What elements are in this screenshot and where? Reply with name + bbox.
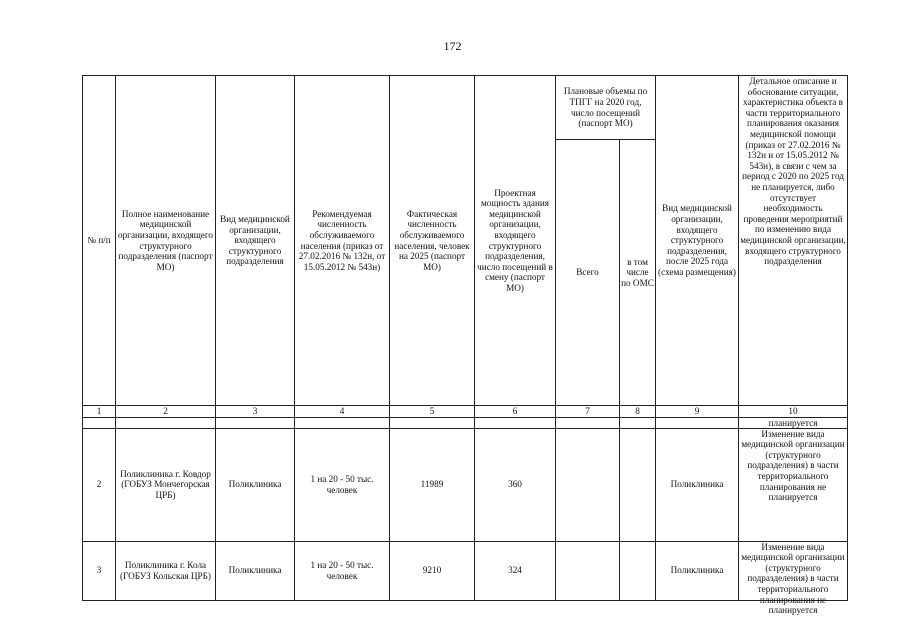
header-recommended-population: Рекомендуемая численность обслуживаемого населения (приказ от 27.02.2016 № 132н, от 15.05.2012 № 543н) (295, 76, 390, 406)
col-number: 2 (116, 406, 216, 418)
row-type-after: Поликлиника (656, 541, 739, 600)
col-number: 7 (556, 406, 620, 418)
col-number: 4 (295, 406, 390, 418)
row-name: Поликлиника г. Кола (ГОБУЗ Кольская ЦРБ) (116, 541, 216, 600)
numbering-row (83, 406, 848, 418)
header-total: Всего (556, 140, 620, 406)
row-type: Поликлиника (216, 541, 295, 600)
page-number: 172 (443, 39, 462, 53)
row-oms (620, 428, 656, 541)
header-incl-oms: в том числе по ОМС (620, 140, 656, 406)
col-number: 10 (739, 406, 848, 418)
row-actual: 11989 (390, 428, 475, 541)
col-number: 1 (83, 406, 116, 418)
col-number: 8 (620, 406, 656, 418)
col-number: 6 (475, 406, 556, 418)
row-num: 2 (83, 428, 116, 541)
table-row (83, 428, 848, 541)
col-number: 3 (216, 406, 295, 418)
header-org-type-after-2025: Вид медицинской организации, входящего структурного подразделения, после 2025 года (схема размещения) (656, 76, 739, 406)
row-recommended: 1 на 20 - 50 тыс. человек (295, 541, 390, 600)
header-description: Детальное описание и обоснование ситуации, характеристика объекта в части территориального планирования оказания медицинской помощи (приказ от 27.02.2016 № 132н и от 15.05.2012 № 543н), в связи с чем за период с 2020 по 2025 год не планируется, либо отсутствует необходимость проведения мероприятий по изменению вида медицинской организации, входящего структурного подразделения (739, 76, 848, 406)
header-design-capacity: Проектная мощность здания медицинской организации, входящего структурного подразделения, число посещений в смену (паспорт МО) (475, 76, 556, 406)
row-total (556, 541, 620, 600)
row-num: 3 (83, 541, 116, 600)
header-full-name: Полное наименование медицинской организации, входящего структурного подразделения (паспорт МО) (116, 76, 216, 406)
header-actual-population: Фактическая численность обслуживаемого населения, человек на 2025 (паспорт МО) (390, 76, 475, 406)
header-planned-volumes: Плановые объемы по ТПГГ на 2020 год, число посещений (паспорт МО) (556, 76, 656, 140)
col-number: 9 (656, 406, 739, 418)
header-num: № п/п (83, 76, 116, 406)
continuation-row (83, 417, 848, 428)
row-type: Поликлиника (216, 428, 295, 541)
row-type-after: Поликлиника (656, 428, 739, 541)
row-name: Поликлиника г. Ковдор (ГОБУЗ Мончегорская ЦРБ) (116, 428, 216, 541)
row-capacity: 324 (475, 541, 556, 600)
row-description: Изменение вида медицинской организации (структурного подразделения) в части территориального планирования не планируется (739, 428, 848, 541)
row-description: Изменение вида медицинской организации (структурного подразделения) в части территориального планирования не планируется (739, 541, 848, 600)
row-actual: 9210 (390, 541, 475, 600)
row-oms (620, 541, 656, 600)
row-total (556, 428, 620, 541)
row-recommended: 1 на 20 - 50 тыс. человек (295, 428, 390, 541)
col-number: 5 (390, 406, 475, 418)
continuation-text: планируется (739, 417, 848, 428)
header-org-type: Вид медицинской организации, входящего структурного подразделения (216, 76, 295, 406)
facilities-table (82, 75, 848, 616)
table-row (83, 541, 848, 600)
header-row-top (83, 76, 848, 140)
row-capacity: 360 (475, 428, 556, 541)
